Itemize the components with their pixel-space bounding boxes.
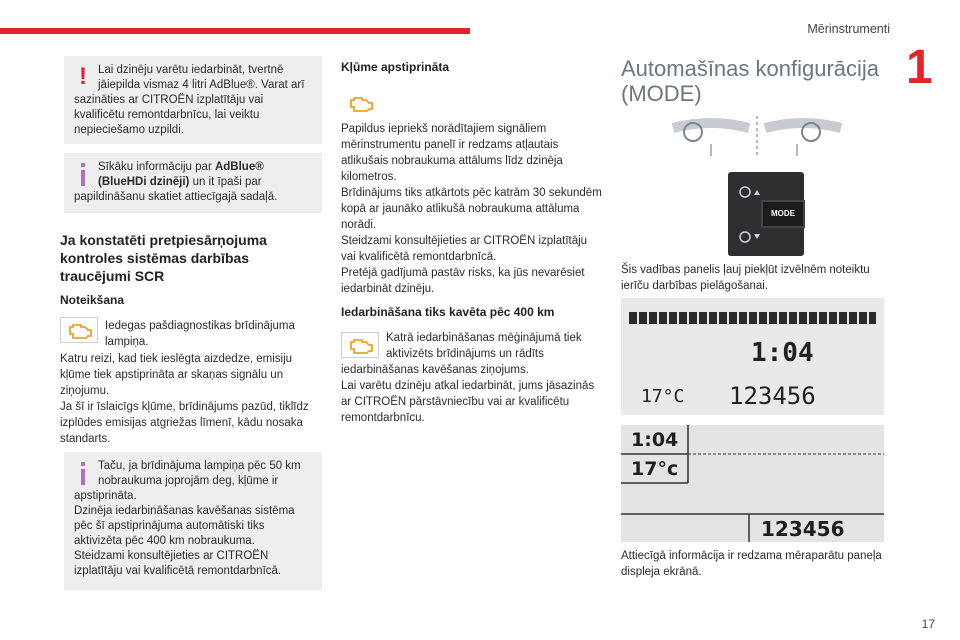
- mode-button[interactable]: MODE: [761, 200, 805, 228]
- lcd2-time: 1:04: [631, 429, 679, 451]
- fault-confirmed-subheading: Kļūme apstiprināta: [341, 60, 450, 74]
- lcd-display-matrix: [621, 425, 884, 542]
- engine-warning-icon: [342, 91, 380, 117]
- chapter-number: 1: [906, 41, 933, 94]
- engine-warning-icon: [341, 332, 379, 358]
- headlamp-down-icon: [736, 227, 762, 247]
- display-caption: Attiecīgā informācija ir redzama mēraparātu paneļa displeja ekrānā.: [621, 550, 882, 578]
- mode-title: Automašīnas konfigurācija (MODE): [621, 56, 880, 106]
- start-blocked-body: iedarbināšanas kavēšanas ziņojums. Lai varētu dzinēju atkal iedarbināt, jums jāsazinās ar CITROËN pārstāvniecību vai ar kvalificētu remontdarbnīcu.: [341, 364, 595, 424]
- warning-note: ! Lai dzinēju varētu iedarbināt, tvertnē jāiepilda vismaz 4 litri AdBlue®. Varat arī sazināties ar CITROËN izplatītāju vai kvalificētu remontdarbnīcu, lai veiktu nepieciešamo uzpildi.: [64, 56, 322, 144]
- lcd-odometer: 123456: [729, 382, 816, 410]
- lcd-time: 1:04: [751, 338, 814, 368]
- headlamp-up-icon: [736, 182, 762, 202]
- top-accent-bar: [0, 28, 470, 34]
- panel-caption: Šis vadības panelis ļauj piekļūt izvēlnēm noteiktu ierīču darbības pielāgošanai.: [621, 264, 870, 292]
- lcd2-odometer: 123456: [761, 517, 845, 541]
- info-note-400km: Taču, ja brīdinājuma lampiņa pēc 50 km nobraukuma joprojām deg, kļūme ir apstiprināta. Dzinēja iedarbināšanas kavēšanas sistēma pēc šī apstiprinājuma automātiski tiks aktivizēta pēc 400 km nobraukuma. Steidzami konsultējieties ar CITROËN izplatītāju vai kvalificētā remontdarbnīcā.: [64, 452, 322, 590]
- engine-warning-icon: [60, 317, 98, 343]
- lcd2-temperature: 17°c: [631, 458, 679, 480]
- page-number: 17: [921, 617, 935, 631]
- section-title: Mērinstrumenti: [807, 22, 890, 36]
- control-panel: [728, 172, 804, 256]
- detection-subheading: Noteikšana: [60, 293, 125, 307]
- steering-wheel-diagram: [671, 114, 843, 160]
- lcd-segment-row: [629, 312, 876, 324]
- exclamation-icon: !: [79, 63, 87, 90]
- lcd-display-segment: [621, 298, 884, 415]
- start-blocked-subheading: Iedarbināšana tiks kavēta pēc 400 km: [341, 305, 555, 319]
- fault-confirmed-body: Papildus iepriekš norādītajiem signāliem mērinstrumentu panelī ir redzams atļautais atlikušais nobraukuma attālums līdz dzinēja kilometros. Brīdinājums tiks atkārtots pēc katrām 30 sekundēm kopā ar jaunāko atlikušā nobraukuma attāluma norādi. Steidzami konsultējieties ar CITROËN izplatītāju vai kvalificētā remontdarbnīcā. Pretējā gadījumā pastāv risks, ka jūs nevarēsiet iedarbināt dzinēju.: [341, 123, 602, 295]
- detection-body: Katru reizi, kad tiek ieslēgta aizdedze, emisiju kļūme tiek apstiprināta ar skaņas signālu un ziņojumu. Ja šī ir īslaicīgs kļūme, brīdinājums pazūd, tiklīdz izplūdes emisijas atgriežas līmenī, kādu nosaka standarts.: [60, 353, 309, 445]
- detection-icon-text: Iedegas pašdiagnostikas brīdinājuma lampiņa.: [105, 320, 295, 348]
- info-note-adblue: Sīkāku informāciju par AdBlue® (BlueHDi dzinēji) un it īpaši par papildināšanu skatiet attiecīgajā sadaļā.: [64, 153, 322, 213]
- lcd-temperature: 17°C: [641, 386, 685, 407]
- scr-fault-heading: Ja konstatēti pretpiesārņojuma kontroles sistēmas darbības traucējumi SCR: [60, 232, 267, 284]
- start-blocked-icon-text: Katrā iedarbināšanas mēģinājumā tiek aktivizēts brīdinājums un rādīts: [386, 332, 582, 360]
